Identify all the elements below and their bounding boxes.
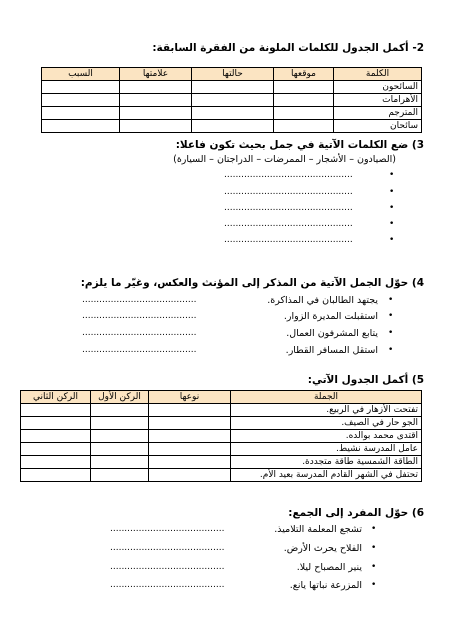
answer-line[interactable]: ........................................ xyxy=(82,328,197,338)
answer-cell[interactable] xyxy=(149,404,231,417)
table-row xyxy=(21,417,422,430)
answer-cell[interactable] xyxy=(91,456,149,469)
answer-cell[interactable] xyxy=(120,107,192,120)
table-row xyxy=(21,443,422,456)
table-row xyxy=(42,120,422,133)
answer-line[interactable]: ............................................. xyxy=(224,203,353,213)
bullet-icon: • xyxy=(389,235,395,245)
q3-heading: 3) ضع الكلمات الآتية في جمل بحيث تكون فاعلا: xyxy=(175,139,424,151)
answer-cell[interactable] xyxy=(274,81,334,94)
q5-heading: 5) أكمل الجدول الآتي: xyxy=(307,374,424,386)
answer-line[interactable]: ........................................ xyxy=(110,524,225,534)
table-row xyxy=(21,404,422,417)
answer-line[interactable]: ........................................ xyxy=(110,543,225,553)
answer-cell[interactable] xyxy=(149,469,231,482)
bullet-icon: • xyxy=(371,580,377,590)
q3-word-list: (الصيادون – الأشجار – الممرضات – الدراجتان – السيارة) xyxy=(173,154,396,165)
table-row xyxy=(42,81,422,94)
q6-heading: 6) حوّل المفرد إلى الجمع: xyxy=(288,507,424,519)
q4-sentence: استقل المسافر القطار. xyxy=(285,345,378,356)
q2-heading: 2- أكمل الجدول للكلمات الملونة من الفقرة السابقة: xyxy=(152,42,424,54)
answer-cell[interactable] xyxy=(42,94,120,107)
q2-word: الأهرامات xyxy=(334,94,422,107)
answer-cell[interactable] xyxy=(91,469,149,482)
answer-cell[interactable] xyxy=(91,417,149,430)
q5-header-row xyxy=(21,391,422,404)
q2-header-sign: علامتها xyxy=(120,68,192,81)
answer-cell[interactable] xyxy=(21,417,91,430)
answer-line[interactable]: ............................................. xyxy=(224,170,353,180)
answer-cell[interactable] xyxy=(120,120,192,133)
answer-cell[interactable] xyxy=(21,443,91,456)
q5-header-sentence: الجملة xyxy=(231,391,422,404)
q2-header-word: الكلمة xyxy=(334,68,422,81)
answer-cell[interactable] xyxy=(91,443,149,456)
answer-line[interactable]: ........................................ xyxy=(82,311,197,321)
answer-cell[interactable] xyxy=(21,456,91,469)
answer-cell[interactable] xyxy=(21,469,91,482)
q5-sentence: الجو حار في الصيف. xyxy=(231,417,422,430)
answer-cell[interactable] xyxy=(21,430,91,443)
bullet-icon: • xyxy=(371,562,377,572)
q5-header-first-part: الركن الأول xyxy=(91,391,149,404)
answer-line[interactable]: ........................................ xyxy=(110,562,225,572)
answer-cell[interactable] xyxy=(120,94,192,107)
answer-cell[interactable] xyxy=(91,404,149,417)
answer-cell[interactable] xyxy=(192,120,274,133)
answer-cell[interactable] xyxy=(21,404,91,417)
table-row xyxy=(21,430,422,443)
answer-cell[interactable] xyxy=(42,81,120,94)
answer-cell[interactable] xyxy=(192,81,274,94)
answer-line[interactable]: ............................................. xyxy=(224,219,353,229)
q2-word: سائحان xyxy=(334,120,422,133)
answer-cell[interactable] xyxy=(120,81,192,94)
table-row xyxy=(21,469,422,482)
answer-cell[interactable] xyxy=(149,430,231,443)
bullet-icon: • xyxy=(388,295,394,305)
q4-sentence: يتابع المشرفون العمال. xyxy=(286,328,378,339)
answer-line[interactable]: ............................................. xyxy=(224,235,353,245)
answer-line[interactable]: ........................................ xyxy=(110,580,225,590)
table-row xyxy=(42,107,422,120)
answer-cell[interactable] xyxy=(149,417,231,430)
bullet-icon: • xyxy=(371,524,377,534)
q2-header-position: موقعها xyxy=(274,68,334,81)
bullet-icon: • xyxy=(388,311,394,321)
table-row xyxy=(21,456,422,469)
q6-sentence: المزرعة نباتها يانع. xyxy=(289,580,362,591)
q4-heading: 4) حوّل الجمل الآتية من المذكر إلى المؤنث والعكس، وغيّر ما يلزم: xyxy=(80,277,424,289)
q4-sentence: استقبلت المديرة الزوار. xyxy=(283,311,378,322)
bullet-icon: • xyxy=(388,328,394,338)
bullet-icon: • xyxy=(389,219,395,229)
answer-line[interactable]: ............................................. xyxy=(224,187,353,197)
q2-word: السائحون xyxy=(334,81,422,94)
q5-sentence: اقتدى محمد بوالده. xyxy=(231,430,422,443)
q5-header-type: نوعها xyxy=(149,391,231,404)
q5-sentence: عامل المدرسة نشيط. xyxy=(231,443,422,456)
table-row xyxy=(42,94,422,107)
answer-cell[interactable] xyxy=(149,456,231,469)
q6-sentence: ينير المصباح ليلا. xyxy=(296,562,362,573)
q2-header-reason: السبب xyxy=(42,68,120,81)
answer-line[interactable]: ........................................ xyxy=(82,295,197,305)
answer-cell[interactable] xyxy=(274,120,334,133)
answer-cell[interactable] xyxy=(274,94,334,107)
bullet-icon: • xyxy=(388,345,394,355)
q6-sentence: الفلاح يحرث الأرض. xyxy=(283,543,362,554)
bullet-icon: • xyxy=(389,203,395,213)
q4-sentence: يجتهد الطالبان في المذاكرة. xyxy=(267,295,378,306)
q5-sentence: تفتحت الأزهار في الربيع. xyxy=(231,404,422,417)
answer-cell[interactable] xyxy=(149,443,231,456)
q2-word: المترجم xyxy=(334,107,422,120)
bullet-icon: • xyxy=(371,543,377,553)
q5-header-second-part: الركن الثاني xyxy=(21,391,91,404)
answer-cell[interactable] xyxy=(42,120,120,133)
answer-cell[interactable] xyxy=(274,107,334,120)
answer-cell[interactable] xyxy=(192,94,274,107)
q5-sentence: الطاقة الشمسية طاقة متجددة. xyxy=(231,456,422,469)
q5-sentence: تحتفل في الشهر القادم المدرسة بعيد الأم. xyxy=(231,469,422,482)
q2-table xyxy=(41,67,422,133)
q2-header-row xyxy=(42,68,422,81)
q5-table xyxy=(20,390,422,482)
bullet-icon: • xyxy=(389,170,395,180)
q2-header-case: حالتها xyxy=(192,68,274,81)
answer-cell[interactable] xyxy=(91,430,149,443)
bullet-icon: • xyxy=(389,187,395,197)
answer-cell[interactable] xyxy=(192,107,274,120)
answer-line[interactable]: ........................................ xyxy=(82,345,197,355)
q6-sentence: تشجع المعلمة التلاميذ. xyxy=(274,524,362,535)
answer-cell[interactable] xyxy=(42,107,120,120)
